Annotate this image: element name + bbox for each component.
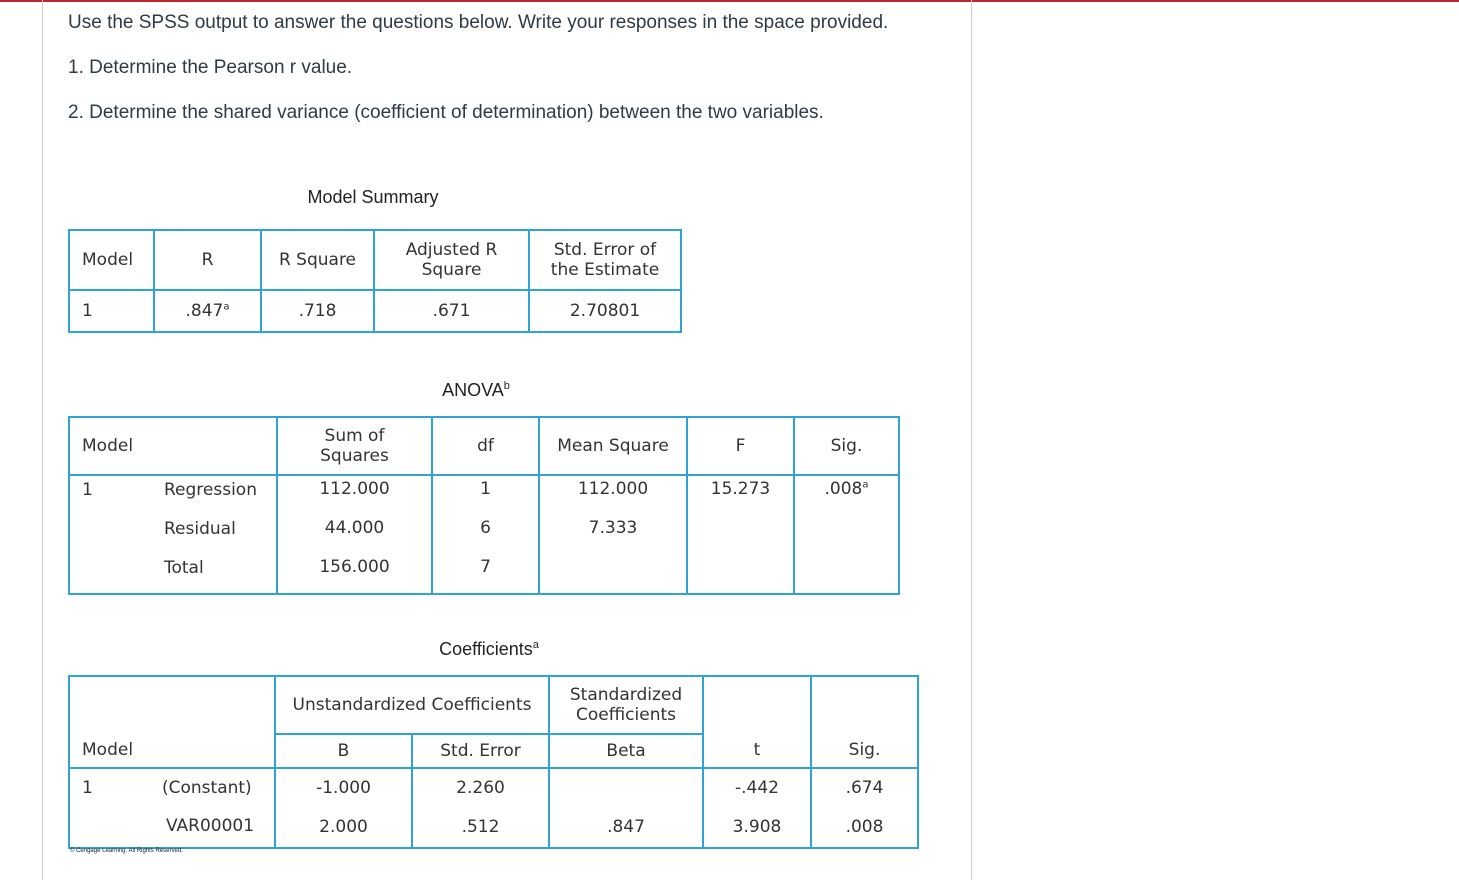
- anova-source-residual: Residual: [164, 519, 236, 539]
- coef-header-unstandardized: Unstandardized Coefficients: [275, 676, 549, 734]
- question-2: 2. Determine the shared variance (coefficient of determination) between the two variables.: [68, 102, 824, 123]
- coef-beta-constant: [550, 769, 702, 808]
- model-summary-title: Model Summary: [307, 187, 439, 207]
- coef-b-constant: -1.000: [316, 778, 371, 798]
- coef-header-std-error: Std. Error: [412, 734, 549, 768]
- ms-model-1: 1: [69, 290, 154, 332]
- ms-header-r-square: R Square: [261, 230, 374, 290]
- coef-header-beta: Beta: [549, 734, 703, 768]
- coef-header-b: B: [275, 734, 412, 768]
- coef-sig-var00001: .008: [845, 817, 884, 837]
- coef-header-model-top: [69, 676, 275, 734]
- coef-b-var00001: 2.000: [319, 817, 368, 837]
- ms-adj-r-square-value: .671: [374, 290, 529, 332]
- ms-header-std-error: Std. Error of the Estimate: [529, 230, 681, 290]
- ms-header-adj-r-square: Adjusted R Square: [374, 230, 529, 290]
- anova-ss-total: 156.000: [319, 557, 390, 577]
- anova-model-1: 1: [82, 480, 93, 500]
- anova-df-total: 7: [480, 557, 491, 577]
- coef-header-standardized: Standardized Coefficients: [549, 676, 703, 734]
- ms-std-error-value: 2.70801: [529, 290, 681, 332]
- anova-ms-cell: [539, 475, 687, 594]
- anova-f-cell: [687, 475, 794, 594]
- coef-header-model: Model: [69, 734, 275, 768]
- coef-term-constant: (Constant): [162, 778, 252, 798]
- anova-header-mean-square: Mean Square: [539, 417, 687, 475]
- question-1: 1. Determine the Pearson r value.: [68, 57, 353, 78]
- question-intro: Use the SPSS output to answer the questions below. Write your responses in the space provided.: [68, 12, 889, 33]
- anova-header-sig: Sig.: [794, 417, 899, 475]
- copyright-notice: © Cengage Learning. All Rights Reserved.: [70, 848, 183, 854]
- coef-header-t: t: [703, 734, 811, 768]
- coef-sig-constant: .674: [845, 778, 884, 798]
- anova-model-cell: [69, 475, 277, 594]
- anova-ss-cell: [277, 475, 432, 594]
- anova-df-regression: 1: [480, 479, 491, 499]
- anova-header-df: df: [432, 417, 539, 475]
- coef-model-1: 1: [82, 778, 93, 798]
- coef-sig-cell: [811, 768, 918, 848]
- anova-source-total: Total: [164, 558, 204, 578]
- anova-ms-residual: 7.333: [588, 518, 638, 538]
- coef-term-var00001: VAR00001: [166, 816, 255, 836]
- coef-t-var00001: 3.908: [732, 817, 782, 837]
- coef-header-t-top: [703, 676, 811, 734]
- anova-header-sum-of-squares: Sum of Squares: [277, 417, 432, 475]
- ms-header-model: Model: [69, 230, 154, 290]
- coef-se-constant: 2.260: [456, 778, 505, 798]
- ms-r-value: .847$^a$: [154, 290, 261, 332]
- coef-se-cell: [412, 768, 549, 848]
- anova-ms-regression: 112.000: [577, 479, 649, 499]
- anova-sig-regression: .008$^a$: [824, 479, 869, 499]
- anova-ss-residual: 44.000: [324, 518, 385, 538]
- anova-source-regression: Regression: [164, 480, 257, 500]
- coef-t-cell: [703, 768, 811, 848]
- coef-header-sig-top: [811, 676, 918, 734]
- anova-ss-regression: 112.000: [319, 479, 390, 499]
- coef-b-cell: [275, 768, 412, 848]
- coef-header-sig: Sig.: [811, 734, 918, 768]
- ms-header-r: R: [154, 230, 261, 290]
- anova-df-cell: [432, 475, 539, 594]
- anova-f-regression: 15.273: [710, 479, 771, 499]
- anova-header-model: Model: [69, 417, 277, 475]
- ms-r-square-value: .718: [261, 290, 374, 332]
- model-summary-table: [68, 229, 682, 333]
- anova-table: [68, 416, 900, 595]
- anova-header-f: F: [687, 417, 794, 475]
- anova-df-residual: 6: [480, 518, 491, 538]
- coef-beta-cell: [549, 768, 703, 848]
- coefficients-title: Coefficients$^a$: [439, 639, 539, 659]
- coef-se-var00001: .512: [461, 817, 500, 837]
- anova-title: ANOVA$^b$: [442, 380, 510, 400]
- coef-beta-var00001: .847: [607, 817, 645, 837]
- coef-t-constant: -.442: [735, 778, 780, 798]
- anova-sig-cell: [794, 475, 899, 594]
- coefficients-table: [68, 675, 919, 849]
- coef-model-cell: [69, 768, 275, 848]
